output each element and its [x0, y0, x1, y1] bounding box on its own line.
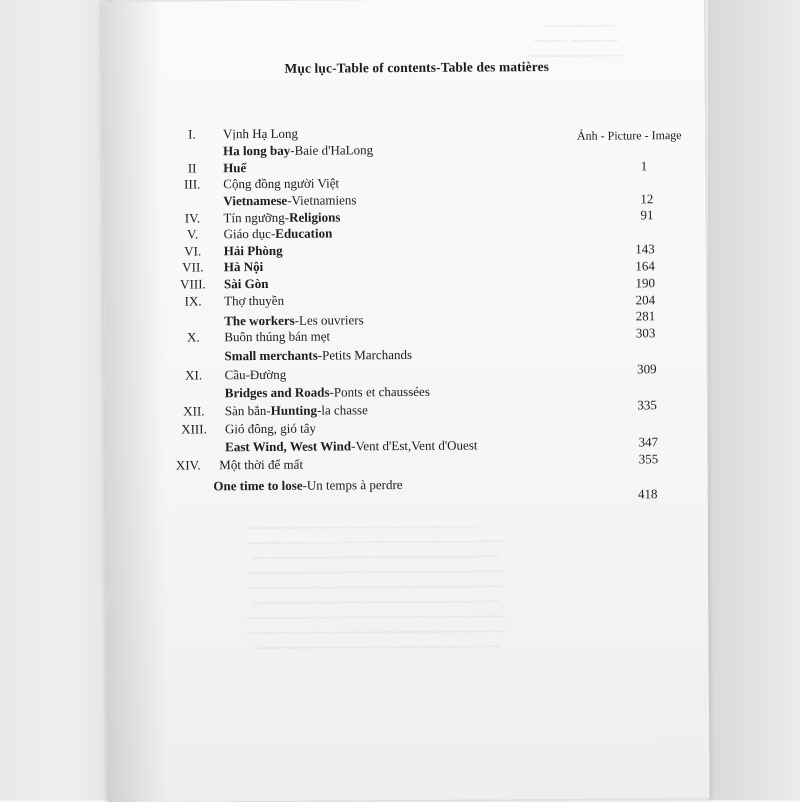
background-right	[708, 0, 800, 800]
entry-title-vn: Một thời để mất	[219, 456, 304, 473]
entry-number: I.	[188, 126, 196, 142]
entry-number: XII.	[183, 403, 205, 419]
entry-title-translation	[223, 192, 356, 209]
entry-title-fr: -Ponts et chaussées	[329, 383, 430, 400]
page-number: 143	[635, 241, 655, 257]
page-number: 164	[635, 258, 655, 274]
entry-title-vn: Thợ thuyền	[224, 292, 285, 309]
entry-title-en: The workers	[224, 312, 295, 329]
entry-title-translation	[225, 437, 477, 455]
entry-title-translation	[225, 384, 430, 401]
entry-title-fr: -Un temps à perdre	[302, 477, 403, 493]
page-number: 418	[637, 486, 658, 502]
page-number: 12	[640, 191, 654, 207]
entry-title-en: Small merchants	[224, 347, 318, 364]
toc-title: Mục lục-Table of contents-Table des matières	[284, 58, 550, 76]
entry-title-en: Vietnamese	[223, 192, 288, 209]
entry-title-vn: Gió đông, gió tây	[224, 420, 317, 437]
page-number: 335	[637, 397, 657, 413]
page-number: 190	[635, 275, 656, 291]
entry-title: Hà Nội	[223, 258, 264, 275]
column-header: Ảnh - Picture - Image	[576, 128, 682, 143]
bleed-through-text: ~~~~~~~~~~~ ~~~~~ ~~~~~~~ ~~~~~~~~~~~~~~~	[522, 18, 626, 64]
entry-title-fr: -la chasse	[316, 402, 368, 418]
entry-title-vn: Cộng đồng người Việt	[223, 175, 340, 192]
entry-title-en: Education	[275, 225, 333, 241]
entry-number: IX.	[184, 293, 202, 309]
entry-number: XI.	[185, 367, 203, 383]
page-number: 355	[638, 451, 659, 467]
background-left	[0, 0, 112, 800]
entry-number: VI.	[184, 243, 202, 259]
entry-title-en: East Wind, West Wind	[225, 438, 352, 455]
entry-number: XIII.	[181, 421, 207, 437]
entry-title-fr: -Vent d'Est,Vent d'Ouest	[351, 437, 478, 454]
entry-number: IV.	[184, 210, 201, 226]
entry-title-fr: -Petits Marchands	[317, 346, 413, 363]
entry-number: X.	[186, 329, 200, 345]
entry-number: XIV.	[175, 457, 201, 473]
entry-title: Hải Phòng	[223, 242, 283, 259]
entry-title-translation	[224, 312, 363, 329]
entry-title-vn: Tín ngưỡng-	[223, 209, 290, 226]
entry-title-en: Hunting	[270, 402, 318, 418]
entry-title	[224, 225, 333, 242]
entry-title-translation	[223, 142, 373, 159]
page-number: 309	[637, 361, 657, 377]
entry-title-fr: -Les ouvriers	[294, 312, 364, 328]
entry-title-vn: Cầu-Đường	[224, 366, 287, 383]
page-number: 204	[635, 292, 656, 308]
entry-title-translation	[213, 477, 402, 494]
bleed-through-text: ~~~~~~~~~~~~~~~~~~~~~~~~~~~~~~~~~~~~ ~~~~~~~~~~~~~~~~~~~~~~~~~~~~~~~~~~~~~~~~ ~~~~~~~~~~~~~~~~~~~~~~~~~~~~~~~~~~~~~~ ~~~~~~~~~~~~~~~~~~~~~~~~~~~~~~~~~~~~~~~~ ~~~~~~~~~~~~~~~~~~~~~~~~~~~~~~~~~~~~~~~~ ~~~~~~~~~~~~~~~~~~~~~~~~~~~~~~~~~~~~~~ ~~~~~~~~~~~~~~~~~~~~~~~~~~~~~~~~~~~~~~~~ ~~~~~~~~~~~~~~~~~~~~~~~~~~~~~~~~~~~~~~~~ ~~~~~~~~~~~~~~~~~~~~~~~~~~~~~~~~~~~~~~	[245, 519, 507, 656]
entry-title-en: Religions	[289, 209, 341, 225]
entry-number: V.	[187, 226, 199, 242]
entry-title-en: One time to lose	[213, 477, 303, 494]
entry-title-vn: Vịnh Hạ Long	[222, 125, 299, 142]
entry-number: VII.	[182, 259, 204, 275]
entry-title-en: Bridges and Roads	[224, 384, 330, 401]
entry-title-fr: -Vietnamiens	[287, 192, 357, 208]
page-number: 1	[640, 158, 648, 174]
entry-title-vn: Sàn bắn-	[224, 402, 271, 419]
entry-title: Sài Gòn	[223, 275, 269, 292]
page-number: 347	[638, 434, 659, 450]
entry-title-vn: Buôn thúng bán mẹt	[224, 328, 331, 345]
entry-title-en: Ha long bay	[222, 142, 291, 159]
entry-title-vn: Giáo dục-	[223, 225, 276, 242]
entry-title: Huế	[223, 160, 247, 176]
entry-title	[225, 402, 368, 419]
page-shadow	[102, 2, 168, 802]
page-number: 91	[640, 207, 654, 223]
entry-title-fr: -Baie d'HaLong	[290, 142, 374, 158]
entry-title-translation	[224, 347, 412, 364]
entry-number: II	[187, 160, 197, 176]
entry-number: III.	[184, 176, 201, 192]
page-number: 303	[635, 325, 656, 341]
entry-number: VIII.	[180, 276, 206, 292]
entry-title	[223, 209, 340, 226]
page-number: 281	[635, 308, 656, 324]
book-page	[102, 0, 710, 802]
